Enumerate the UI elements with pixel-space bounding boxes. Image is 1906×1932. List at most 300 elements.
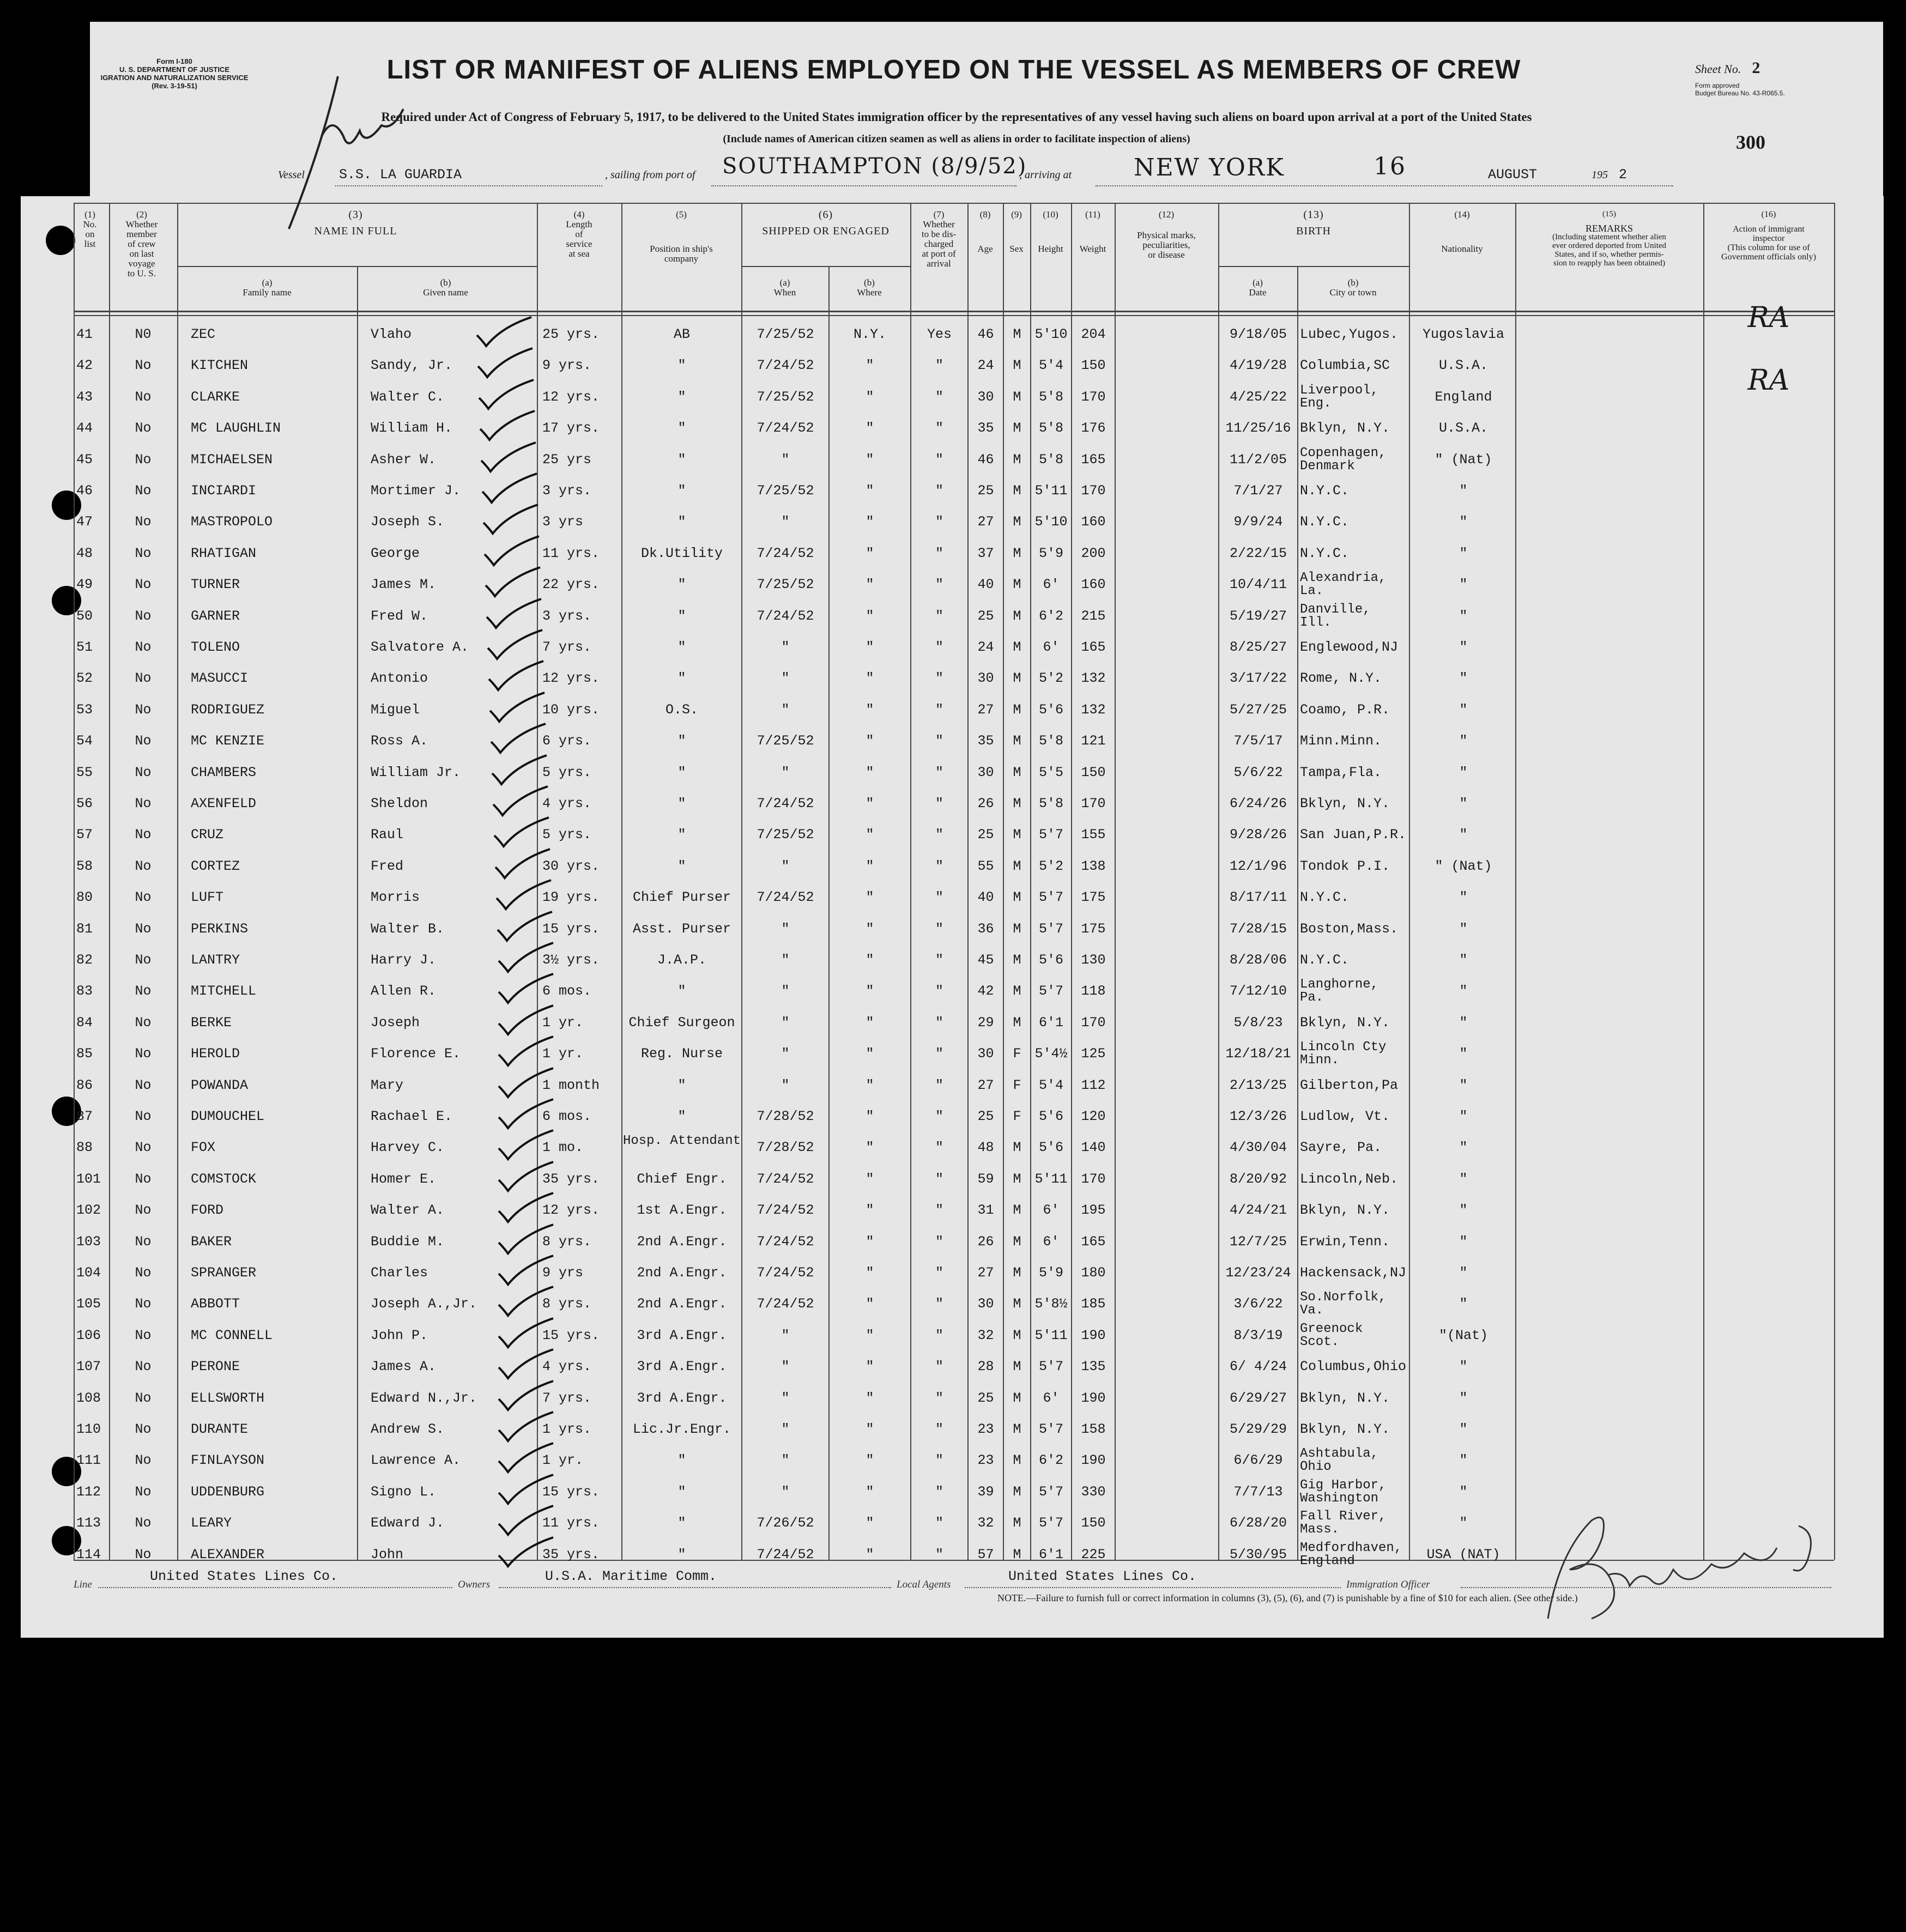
cell-family: INCIARDI — [191, 483, 257, 499]
cell-crew: No — [135, 1390, 152, 1406]
cell-no: 101 — [76, 1171, 101, 1187]
cell-sex: M — [1013, 1296, 1021, 1312]
cell-sex: M — [1013, 701, 1021, 718]
cell-crew: No — [135, 701, 152, 718]
cell-position: " — [677, 858, 686, 874]
cell-nationality: " — [1459, 1515, 1468, 1531]
cell-family: LEARY — [191, 1515, 232, 1531]
cell-age: 32 — [977, 1327, 994, 1343]
cell-when: " — [781, 1421, 790, 1437]
header-col-13b: (b) City or town — [1329, 277, 1377, 298]
cell-crew: No — [135, 1077, 152, 1093]
cell-height: 5'8 — [1038, 420, 1063, 437]
cell-age: 46 — [977, 451, 994, 468]
cell-no: 84 — [76, 1014, 93, 1031]
cell-when: 7/28/52 — [757, 1140, 814, 1156]
cell-birth-place: So.Norfolk, Va. — [1300, 1290, 1387, 1318]
form-identifier: Form I-180 U. S. DEPARTMENT OF JUSTICE IGRATION AND NATURALIZATION SERVICE (Rev. 3-19-51) — [100, 57, 249, 90]
cell-weight: 132 — [1081, 701, 1106, 718]
cell-sex: M — [1013, 920, 1021, 937]
cell-crew: No — [135, 545, 152, 561]
cell-sex: M — [1013, 1421, 1021, 1437]
subheader-rule — [741, 266, 910, 267]
cell-nationality: " — [1459, 1359, 1468, 1375]
cell-when: 7/24/52 — [757, 1296, 814, 1312]
cell-nationality: England — [1435, 389, 1492, 405]
cell-given: Harvey C. — [371, 1140, 445, 1156]
cell-when: 7/24/52 — [757, 1171, 814, 1187]
cell-given: James A. — [371, 1359, 437, 1375]
cell-service: 1 month — [542, 1077, 600, 1093]
cell-weight: 155 — [1081, 827, 1106, 843]
cell-service: 7 yrs. — [542, 639, 592, 655]
cell-service: 12 yrs. — [542, 1202, 600, 1219]
cell-birth-date: 9/28/26 — [1229, 827, 1287, 843]
cell-where: " — [866, 514, 874, 530]
cell-no: 57 — [76, 827, 93, 843]
cell-birth-place: Rome, N.Y. — [1300, 670, 1382, 687]
cell-when: 7/24/52 — [757, 608, 814, 624]
header-col-6b: (b) Where — [857, 277, 882, 298]
cell-service: 1 yr. — [542, 1046, 584, 1062]
cell-sex: M — [1013, 1327, 1021, 1343]
check-mark-icon — [476, 379, 536, 411]
cell-weight: 185 — [1081, 1296, 1106, 1312]
cell-when: " — [781, 514, 790, 530]
cell-height: 5'7 — [1038, 983, 1063, 1000]
cell-position: " — [677, 1546, 686, 1562]
check-mark-icon — [474, 316, 534, 349]
cell-sex: M — [1013, 1515, 1021, 1531]
cell-when: " — [781, 1359, 790, 1375]
cell-age: 30 — [977, 1296, 994, 1312]
cell-service: 1 yr. — [542, 1452, 584, 1469]
cell-where: " — [866, 639, 874, 655]
cell-given: Salvatore A. — [371, 639, 469, 655]
cell-height: 5'6 — [1038, 1140, 1063, 1156]
cell-action: RA — [1747, 364, 1790, 397]
cell-no: 108 — [76, 1390, 101, 1406]
cell-family: FOX — [191, 1140, 216, 1156]
cell-age: 27 — [977, 514, 994, 530]
cell-given: Signo L. — [371, 1483, 437, 1500]
header-col-8: (8) Age — [977, 209, 993, 254]
cell-family: BERKE — [191, 1014, 232, 1031]
cell-when: 7/24/52 — [757, 420, 814, 437]
cell-position: " — [677, 1483, 686, 1500]
cell-no: 54 — [76, 733, 93, 749]
cell-service: 9 yrs — [542, 1265, 584, 1281]
cell-where: " — [866, 1265, 874, 1281]
cell-position: 3rd A.Engr. — [637, 1359, 727, 1375]
cell-birth-date: 9/18/05 — [1229, 326, 1287, 342]
cell-no: 105 — [76, 1296, 101, 1312]
cell-given: Sheldon — [371, 796, 428, 811]
cell-given: William Jr. — [371, 764, 461, 780]
cell-when: 7/24/52 — [757, 796, 814, 811]
cell-family: UDDENBURG — [191, 1483, 265, 1500]
cell-family: CHAMBERS — [191, 764, 257, 780]
cell-no: 87 — [76, 1109, 93, 1124]
cell-when: " — [781, 858, 790, 874]
cell-nationality: " — [1459, 733, 1468, 749]
budget-approval: Form approved Budget Bureau No. 43-R065.5. — [1695, 82, 1785, 97]
cell-given: Morris — [371, 889, 420, 906]
cell-where: " — [866, 764, 874, 780]
cell-birth-place: Tampa,Fla. — [1300, 764, 1382, 780]
cell-age: 57 — [977, 1546, 994, 1562]
cell-discharged: " — [935, 1421, 943, 1437]
cell-height: 5'6 — [1038, 701, 1063, 718]
cell-birth-place: Minn.Minn. — [1300, 733, 1382, 749]
cell-sex: M — [1013, 1171, 1021, 1187]
cell-given: Walter A. — [371, 1202, 445, 1219]
cell-position: 2nd A.Engr. — [637, 1296, 727, 1312]
cell-discharged: " — [935, 1140, 943, 1156]
check-mark-icon — [496, 1442, 556, 1475]
cell-given: Allen R. — [371, 983, 437, 1000]
cell-discharged: " — [935, 608, 943, 624]
cell-crew: No — [135, 733, 152, 749]
required-statement: Required under Act of Congress of February 5, 1917, to be delivered to the United States immigration officer by the representatives of any vessel having such aliens on board upon arrival at a port of the United States — [381, 110, 1532, 124]
cell-given: Mary — [371, 1077, 404, 1093]
cell-age: 23 — [977, 1421, 994, 1437]
cell-service: 8 yrs. — [542, 1233, 592, 1250]
cell-nationality: " — [1459, 796, 1468, 811]
cell-given: Edward J. — [371, 1515, 445, 1531]
cell-height: 5'8 — [1038, 733, 1063, 749]
cell-age: 40 — [977, 577, 994, 593]
cell-age: 59 — [977, 1171, 994, 1187]
cell-when: 7/24/52 — [757, 545, 814, 561]
cell-discharged: " — [935, 420, 943, 437]
cell-sex: F — [1013, 1077, 1021, 1093]
cell-age: 23 — [977, 1452, 994, 1469]
cell-crew: No — [135, 1014, 152, 1031]
cell-height: 5'5 — [1038, 764, 1063, 780]
cell-service: 4 yrs. — [542, 1359, 592, 1375]
cell-height: 5'9 — [1038, 1265, 1063, 1281]
cell-where: " — [866, 858, 874, 874]
cell-service: 25 yrs. — [542, 326, 600, 342]
cell-birth-place: Greenock Scot. — [1300, 1321, 1363, 1349]
cell-birth-date: 8/28/06 — [1229, 952, 1287, 968]
sheet-number: Sheet No. 2 — [1695, 59, 1760, 77]
cell-discharged: " — [935, 1265, 943, 1281]
cell-weight: 121 — [1081, 733, 1106, 749]
cell-when: " — [781, 639, 790, 655]
cell-discharged: " — [935, 701, 943, 718]
cell-birth-place: Columbia,SC — [1300, 358, 1390, 374]
cell-birth-place: Hackensack,NJ — [1300, 1265, 1407, 1281]
cell-given: Fred W. — [371, 608, 428, 624]
cell-discharged: " — [935, 577, 943, 593]
header-col-13a: (a) Date — [1249, 277, 1267, 298]
cell-sex: M — [1013, 670, 1021, 687]
cell-crew: No — [135, 1546, 152, 1562]
cell-weight: 125 — [1081, 1046, 1106, 1062]
cell-crew: No — [135, 1515, 152, 1531]
cell-crew: No — [135, 514, 152, 530]
cell-nationality: USA (NAT) — [1426, 1546, 1500, 1562]
cell-given: George — [371, 545, 420, 561]
cell-where: " — [866, 1327, 874, 1343]
cell-discharged: " — [935, 1202, 943, 1219]
cell-no: 49 — [76, 577, 93, 593]
cell-weight: 132 — [1081, 670, 1106, 687]
cell-given: Joseph A.,Jr. — [371, 1296, 477, 1312]
cell-birth-date: 7/28/15 — [1229, 920, 1287, 937]
cell-discharged: " — [935, 670, 943, 687]
cell-birth-date: 8/17/11 — [1229, 889, 1287, 906]
cell-no: 41 — [76, 326, 93, 342]
cell-when: " — [781, 1452, 790, 1469]
arrival-year: 2 — [1619, 167, 1627, 183]
check-mark-icon — [496, 1192, 556, 1225]
cell-where: " — [866, 983, 874, 1000]
cell-nationality: " — [1459, 1140, 1468, 1156]
cell-family: MICHAELSEN — [191, 451, 273, 468]
cell-family: DUMOUCHEL — [191, 1109, 265, 1124]
cell-service: 1 yrs. — [542, 1421, 592, 1437]
cell-birth-date: 6/ 4/24 — [1229, 1359, 1287, 1375]
cell-height: 5'11 — [1034, 1171, 1068, 1187]
cell-family: HEROLD — [191, 1046, 240, 1062]
cell-when: " — [781, 952, 790, 968]
cell-position: " — [677, 639, 686, 655]
cell-given: Ross A. — [371, 733, 428, 749]
cell-position: " — [677, 1109, 686, 1124]
cell-nationality: " — [1459, 1014, 1468, 1031]
cell-no: 51 — [76, 639, 93, 655]
cell-height: 6' — [1043, 639, 1060, 655]
cell-birth-date: 8/25/27 — [1229, 639, 1287, 655]
cell-when: 7/25/52 — [757, 577, 814, 593]
cell-position: " — [677, 389, 686, 405]
cell-height: 5'2 — [1038, 858, 1063, 874]
subheader-rule — [1218, 266, 1409, 267]
cell-where: " — [866, 1296, 874, 1312]
cell-no: 47 — [76, 514, 93, 530]
cell-where: " — [866, 920, 874, 937]
cell-weight: 135 — [1081, 1359, 1106, 1375]
column-rule — [967, 203, 969, 1560]
cell-sex: M — [1013, 733, 1021, 749]
cell-birth-date: 8/20/92 — [1229, 1171, 1287, 1187]
header-col-3a: (a) Family name — [243, 277, 292, 298]
cell-height: 5'8 — [1038, 796, 1063, 811]
cell-where: " — [866, 1233, 874, 1250]
cell-discharged: " — [935, 483, 943, 499]
cell-given: Charles — [371, 1265, 428, 1281]
cell-crew: No — [135, 1452, 152, 1469]
cell-nationality: " — [1459, 889, 1468, 906]
cell-weight: 138 — [1081, 858, 1106, 874]
cell-when: " — [781, 451, 790, 468]
header-col-13: (13) BIRTH — [1296, 209, 1331, 237]
cell-service: 35 yrs. — [542, 1171, 600, 1187]
cell-sex: M — [1013, 514, 1021, 530]
cell-no: 88 — [76, 1140, 93, 1156]
cell-nationality: " — [1459, 545, 1468, 561]
cell-birth-place: Bklyn, N.Y. — [1300, 796, 1390, 811]
cell-crew: No — [135, 358, 152, 374]
cell-sex: M — [1013, 858, 1021, 874]
cell-when: 7/28/52 — [757, 1109, 814, 1124]
cell-birth-date: 5/29/29 — [1229, 1421, 1287, 1437]
cell-birth-place: Lincoln Cty Minn. — [1300, 1040, 1387, 1068]
cell-birth-date: 10/4/11 — [1229, 577, 1287, 593]
cell-weight: 190 — [1081, 1452, 1106, 1469]
cell-crew: No — [135, 827, 152, 843]
cell-no: 112 — [76, 1483, 101, 1500]
check-mark-icon — [477, 410, 537, 443]
cell-position: " — [677, 733, 686, 749]
cell-position: " — [677, 1077, 686, 1093]
check-mark-icon — [486, 660, 546, 693]
check-mark-icon — [496, 942, 556, 974]
cell-weight: 170 — [1081, 796, 1106, 811]
cell-sex: M — [1013, 1233, 1021, 1250]
cell-when: " — [781, 1046, 790, 1062]
cell-given: Vlaho — [371, 326, 412, 342]
header-col-7: (7) Whether to be dis- charged at port of arrival — [921, 209, 957, 269]
cell-age: 35 — [977, 733, 994, 749]
cell-where: " — [866, 451, 874, 468]
cell-when: " — [781, 670, 790, 687]
cell-service: 17 yrs. — [542, 420, 600, 437]
cell-crew: No — [135, 420, 152, 437]
cell-birth-date: 11/25/16 — [1225, 420, 1291, 437]
cell-birth-date: 6/6/29 — [1233, 1452, 1283, 1469]
cell-discharged: " — [935, 1171, 943, 1187]
cell-birth-place: Lubec,Yugos. — [1300, 326, 1399, 342]
cell-where: " — [866, 608, 874, 624]
header-col-6: (6) SHIPPED OR ENGAGED — [762, 209, 890, 237]
cell-birth-date: 3/17/22 — [1229, 670, 1287, 687]
header-col-14: (14) Nationality — [1441, 209, 1483, 254]
check-mark-icon — [483, 566, 543, 599]
cell-discharged: " — [935, 983, 943, 1000]
cell-weight: 118 — [1081, 983, 1106, 1000]
cell-family: GARNER — [191, 608, 240, 624]
cell-no: 86 — [76, 1077, 93, 1093]
cell-nationality: " — [1459, 1109, 1468, 1124]
cell-nationality: " — [1459, 827, 1468, 843]
cell-no: 48 — [76, 545, 93, 561]
cell-height: 6' — [1043, 1390, 1060, 1406]
cell-age: 30 — [977, 1046, 994, 1062]
cell-birth-place: Medfordhaven, England — [1300, 1540, 1402, 1568]
cell-nationality: " — [1459, 1233, 1468, 1250]
cell-service: 4 yrs. — [542, 796, 592, 811]
cell-no: 56 — [76, 796, 93, 811]
cell-discharged: " — [935, 952, 943, 968]
cell-service: 5 yrs. — [542, 827, 592, 843]
check-mark-icon — [496, 1224, 556, 1256]
column-rule — [1297, 266, 1298, 1560]
cell-birth-place: N.Y.C. — [1300, 483, 1350, 499]
header-col-3: (3) NAME IN FULL — [314, 209, 397, 237]
cell-age: 26 — [977, 1233, 994, 1250]
cell-given: Rachael E. — [371, 1109, 453, 1124]
cell-where: " — [866, 733, 874, 749]
cell-weight: 170 — [1081, 389, 1106, 405]
cell-birth-date: 3/6/22 — [1233, 1296, 1283, 1312]
cell-age: 40 — [977, 889, 994, 906]
cell-position: J.A.P. — [657, 952, 706, 968]
cell-family: TURNER — [191, 577, 240, 593]
cell-weight: 160 — [1081, 514, 1106, 530]
cell-family: FINLAYSON — [191, 1452, 265, 1469]
check-mark-icon — [496, 1505, 556, 1537]
cell-when: " — [781, 701, 790, 718]
header-bottom-rule — [74, 311, 1834, 312]
cell-height: 5'9 — [1038, 545, 1063, 561]
header-col-9: (9) Sex — [1009, 209, 1024, 254]
cell-birth-date: 9/9/24 — [1233, 514, 1283, 530]
cell-discharged: " — [935, 1515, 943, 1531]
cell-sex: M — [1013, 1546, 1021, 1562]
cell-where: " — [866, 1077, 874, 1093]
cell-crew: No — [135, 670, 152, 687]
cell-service: 15 yrs. — [542, 1327, 600, 1343]
cell-sex: M — [1013, 1359, 1021, 1375]
check-mark-icon — [496, 1129, 556, 1162]
cell-where: " — [866, 952, 874, 968]
header-col-4: (4) Length of service at sea — [566, 209, 592, 259]
cell-height: 5'7 — [1038, 889, 1063, 906]
cell-family: LUFT — [191, 889, 224, 906]
cell-weight: 165 — [1081, 451, 1106, 468]
cell-birth-date: 7/5/17 — [1233, 733, 1283, 749]
cell-age: 30 — [977, 670, 994, 687]
cell-position: " — [677, 608, 686, 624]
cell-given: Walter C. — [371, 389, 445, 405]
cell-service: 9 yrs. — [542, 358, 592, 374]
cell-discharged: Yes — [927, 326, 952, 342]
cell-given: Joseph S. — [371, 514, 445, 530]
cell-family: MASTROPOLO — [191, 514, 273, 530]
cell-birth-place: N.Y.C. — [1300, 514, 1350, 530]
cell-nationality: " — [1459, 701, 1468, 718]
cell-no: 53 — [76, 701, 93, 718]
cell-where: " — [866, 577, 874, 593]
cell-birth-date: 6/24/26 — [1229, 796, 1287, 811]
cell-age: 25 — [977, 1109, 994, 1124]
cell-height: 5'11 — [1034, 483, 1068, 499]
cell-age: 25 — [977, 608, 994, 624]
punch-hole — [46, 226, 75, 255]
cell-where: " — [866, 1140, 874, 1156]
cell-service: 22 yrs. — [542, 577, 600, 593]
cell-birth-place: Englewood,NJ — [1300, 639, 1399, 655]
cell-birth-place: Bklyn, N.Y. — [1300, 420, 1390, 437]
cell-no: 42 — [76, 358, 93, 374]
header-col-12: (12) Physical marks, peculiarities, or disease — [1137, 209, 1196, 260]
cell-birth-place: Alexandria, La. — [1300, 571, 1387, 599]
cell-action: RA — [1747, 301, 1790, 334]
sailing-port: SOUTHAMPTON (8/9/52) — [722, 154, 1027, 179]
cell-given: Andrew S. — [371, 1421, 445, 1437]
cell-service: 5 yrs. — [542, 764, 592, 780]
include-statement: (Include names of American citizen seamen as well as aliens in order to facilitate inspection of aliens) — [723, 133, 1190, 145]
cell-nationality: " — [1459, 1171, 1468, 1187]
cell-where: " — [866, 420, 874, 437]
cell-crew: No — [135, 1140, 152, 1156]
cell-age: 24 — [977, 358, 994, 374]
cell-position: Chief Surgeon — [628, 1014, 735, 1031]
